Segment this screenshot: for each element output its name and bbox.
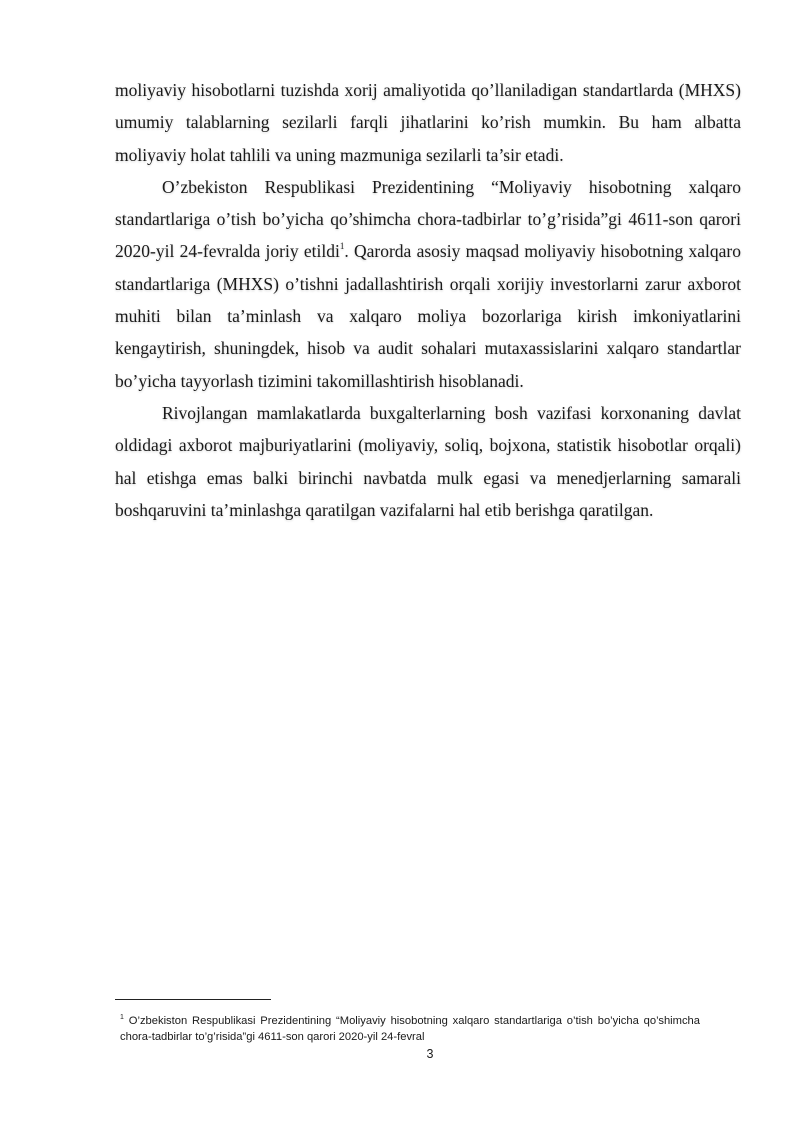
paragraph-2-text-before: O’zbekiston Respublikasi Prezidentining “Moliyaviy hisobotning xalqaro standartlariga o’tish bo’yicha qo’shimcha chora-tadbirlar to’g’risida”gi 4611-son qarori 2020-yil 24-fevralda joriy etildi <box>115 176 741 262</box>
body-text <box>115 74 741 526</box>
footnote <box>120 1013 700 1045</box>
footnote-reference[interactable]: 1 <box>339 241 345 252</box>
paragraph-2-text-after: . Qarorda asosiy maqsad moliyaviy hisobotning xalqaro standartlariga (MHXS) o’tishni jadallashtirish orqali xorijiy investorlarni zarur axborot muhiti bilan ta’minlash va xalqaro moliya bozorlariga kirish imkoniyatlarini kengaytirish, shuningdek, hisob va audit sohalari mutaxassislarini xalqaro standartlar bo’yicha tayyorlash tizimini takomillashtirish hisoblanadi. <box>115 241 741 391</box>
page-number: 3 <box>426 1047 434 1061</box>
footnote-text: O’zbekiston Respublikasi Prezidentining “Moliyaviy hisobotning xalqaro standartlariga o’tish bo’yicha qo’shimcha chora-tadbirlar to’g’risida”gi 4611-son qarori 2020-yil 24-fevral <box>120 1015 701 1043</box>
paragraph-2 <box>115 171 741 397</box>
footnote-number: 1 <box>120 1014 124 1021</box>
footnote-separator <box>115 999 271 1000</box>
paragraph-1: moliyaviy hisobotlarni tuzishda xorij amaliyotida qo’llaniladigan standartlarda (MHXS) umumiy talablarning sezilarli farqli jihatlarini ko’rish mumkin. Bu ham albatta moliyaviy holat tahlili va uning mazmuniga sezilarli ta’sir etadi. <box>115 80 741 165</box>
paragraph-3: Rivojlangan mamlakatlarda buxgalterlarning bosh vazifasi korxonaning davlat oldidagi axborot majburiyatlarini (moliyaviy, soliq, bojxona, statistik hisobotlar orqali) hal etishga emas balki birinchi navbatda mulk egasi va menedjerlarning samarali boshqaruvini ta’minlashga qaratilgan vazifalarni hal etib berishga qaratilgan. <box>115 402 741 520</box>
